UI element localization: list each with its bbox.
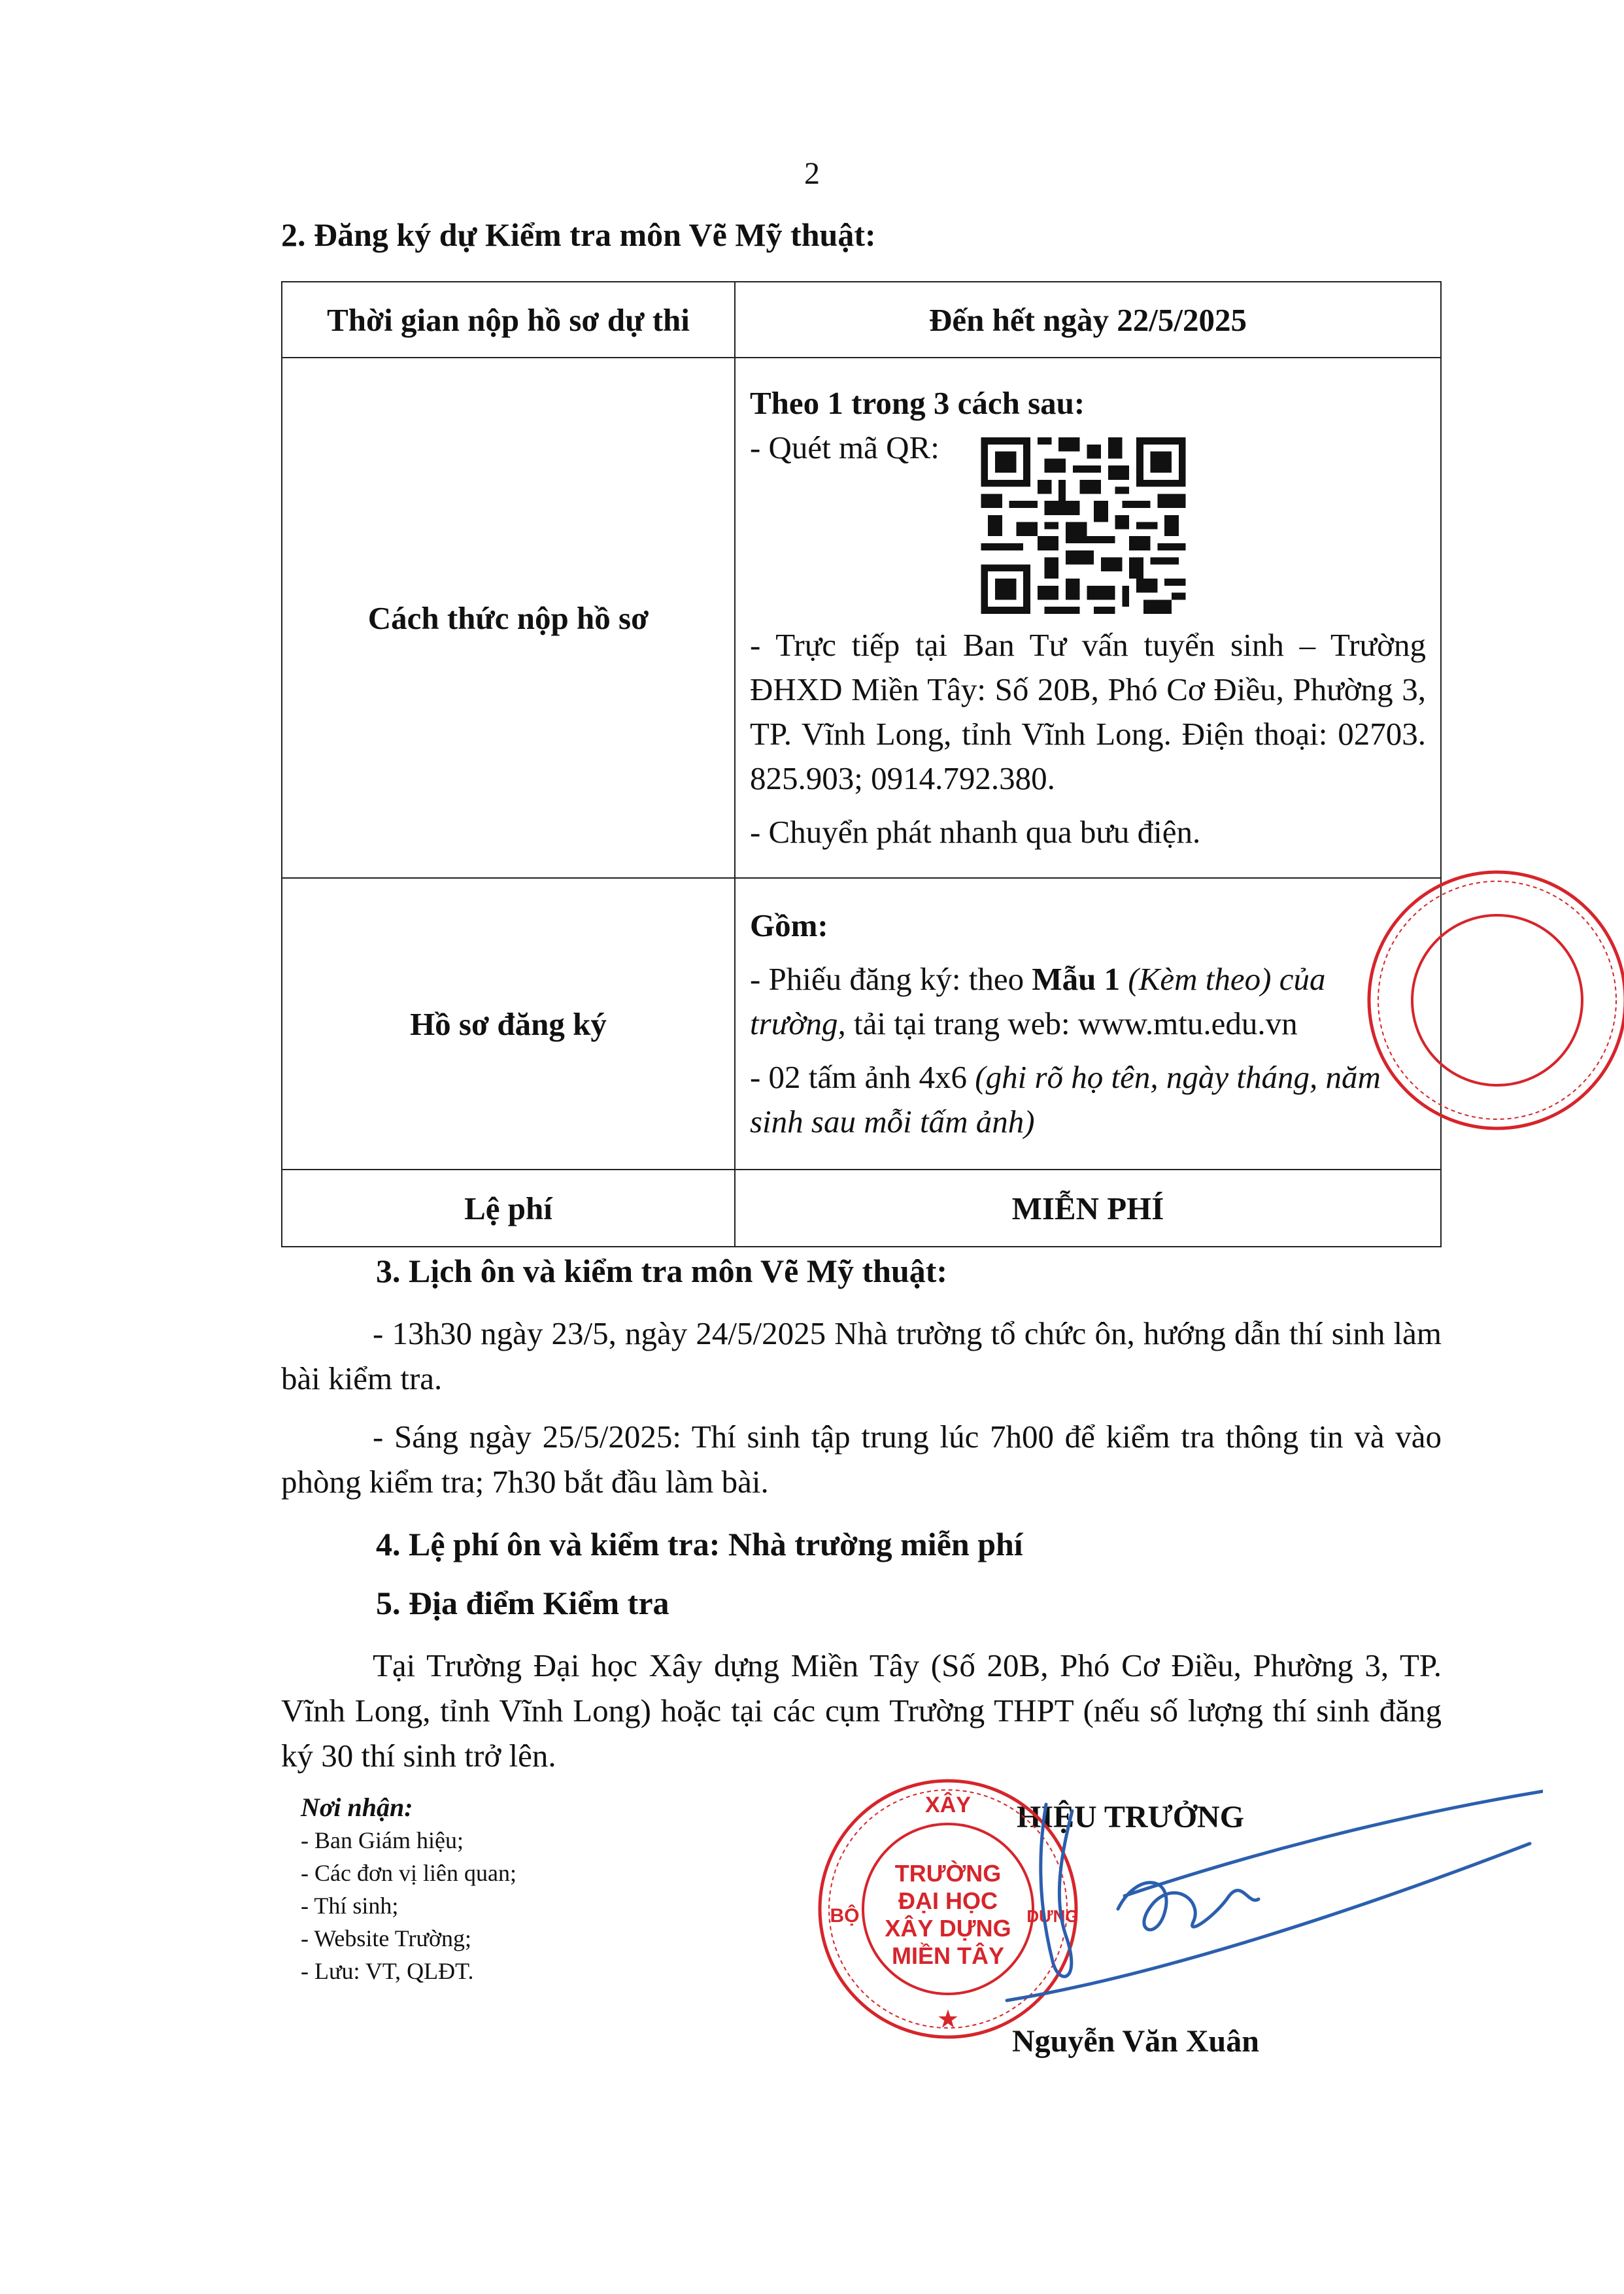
photo-note: (ghi rõ họ tên, ngày tháng, năm sinh sau mỗi tấm ảnh)	[749, 1059, 1381, 1139]
section-3-paragraph-1: - 13h30 ngày 23/5, ngày 24/5/2025 Nhà trường tổ chức ôn, hướng dẫn thí sinh làm bài kiểm tra.	[281, 1315, 1442, 1396]
recipient-item: - Ban Giám hiệu;	[301, 1827, 464, 1853]
form-website: tải tại trang web: www.mtu.edu.vn	[845, 1005, 1298, 1041]
seal-line-1: TRƯỜNG	[894, 1860, 1002, 1887]
handwritten-signature	[968, 1765, 1543, 2046]
recipients-title: Nơi nhận:	[301, 1793, 413, 1822]
qr-row	[750, 426, 1426, 614]
section-3-heading: 3. Lịch ôn và kiểm tra môn Vẽ Mỹ thuật:	[376, 1253, 948, 1289]
section-5-heading: 5. Địa điểm Kiểm tra	[376, 1585, 669, 1621]
page-number: 2	[804, 156, 820, 191]
partial-seal	[1360, 863, 1624, 1138]
form-note: (Kèm theo) của trường,	[749, 961, 1326, 1041]
row-fee-value: MIỄN PHÍ	[735, 1170, 1441, 1247]
star-icon: ★	[938, 2007, 958, 2032]
method-intro: Theo 1 trong 3 cách sau:	[749, 385, 1085, 421]
recipient-item: - Thí sinh;	[301, 1893, 399, 1919]
qr-code-icon[interactable]	[979, 437, 1188, 614]
seal-line-2: ĐẠI HỌC	[898, 1887, 998, 1914]
recipient-item: - Các đơn vị liên quan;	[301, 1860, 516, 1886]
form-prefix: - Phiếu đăng ký: theo	[749, 961, 1032, 997]
method-direct: - Trực tiếp tại Ban Tư vấn tuyển sinh – Trường ĐHXD Miền Tây: Số 20B, Phó Cơ Điều, Phường 3, TP. Vĩnh Long, tỉnh Vĩnh Long. Điện thoại: 02703. 825.903; 0914.792.380.	[749, 627, 1426, 796]
section-3-paragraph-2: - Sáng ngày 25/5/2025: Thí sinh tập trung lúc 7h00 để kiểm tra thông tin và vào phòng kiểm tra; 7h30 bắt đầu làm bài.	[281, 1419, 1442, 1500]
section-2-heading: 2. Đăng ký dự Kiểm tra môn Vẽ Mỹ thuật:	[281, 216, 876, 253]
row-documents-value	[735, 878, 1441, 1170]
seal-ring-top: XÂY	[925, 1793, 971, 1817]
seal-ring-right: DỰNG	[1026, 1906, 1079, 1926]
method-post: - Chuyển phát nhanh qua bưu điện.	[749, 814, 1201, 850]
table-row	[282, 358, 1441, 878]
signatory-title: HIỆU TRƯỞNG	[1017, 1800, 1245, 1834]
documents-form	[750, 957, 1426, 1046]
row-submission-method-label: Cách thức nộp hồ sơ	[282, 358, 735, 878]
recipients-block	[301, 1791, 516, 1987]
table-row	[282, 1170, 1441, 1247]
signatory-name: Nguyễn Văn Xuân	[1012, 2024, 1259, 2059]
row-submission-method-value	[735, 358, 1441, 878]
row-documents-label: Hồ sơ đăng ký	[282, 878, 735, 1170]
seal-line-4: MIỀN TÂY	[891, 1942, 1005, 1969]
documents-intro: Gồm:	[749, 907, 828, 943]
photo-prefix: - 02 tấm ảnh 4x6	[749, 1059, 975, 1095]
row-fee-label: Lệ phí	[282, 1170, 735, 1247]
documents-photo	[750, 1055, 1426, 1144]
seal-line-3: XÂY DỰNG	[885, 1915, 1011, 1942]
section-4-heading: 4. Lệ phí ôn và kiểm tra: Nhà trường miễn phí	[376, 1526, 1023, 1562]
section-5-paragraph: Tại Trường Đại học Xây dựng Miền Tây (Số 20B, Phó Cơ Điều, Phường 3, TP. Vĩnh Long, tỉnh Vĩnh Long) hoặc tại các cụm Trường THPT (nếu số lượng thí sinh đăng ký 30 thí sinh trở lên.	[281, 1647, 1442, 1774]
row-submission-time-value: Đến hết ngày 22/5/2025	[735, 282, 1441, 358]
form-template: Mẫu 1	[1032, 961, 1121, 997]
registration-table	[281, 281, 1442, 1247]
row-submission-time-label: Thời gian nộp hồ sơ dự thi	[282, 282, 735, 358]
table-row	[282, 878, 1441, 1170]
table-row	[282, 282, 1441, 358]
qr-label: - Quét mã QR:	[749, 430, 939, 465]
seal-ring-left: BỘ	[830, 1905, 860, 1927]
recipient-item: - Website Trường;	[301, 1925, 472, 1951]
recipient-item: - Lưu: VT, QLĐT.	[301, 1958, 474, 1984]
